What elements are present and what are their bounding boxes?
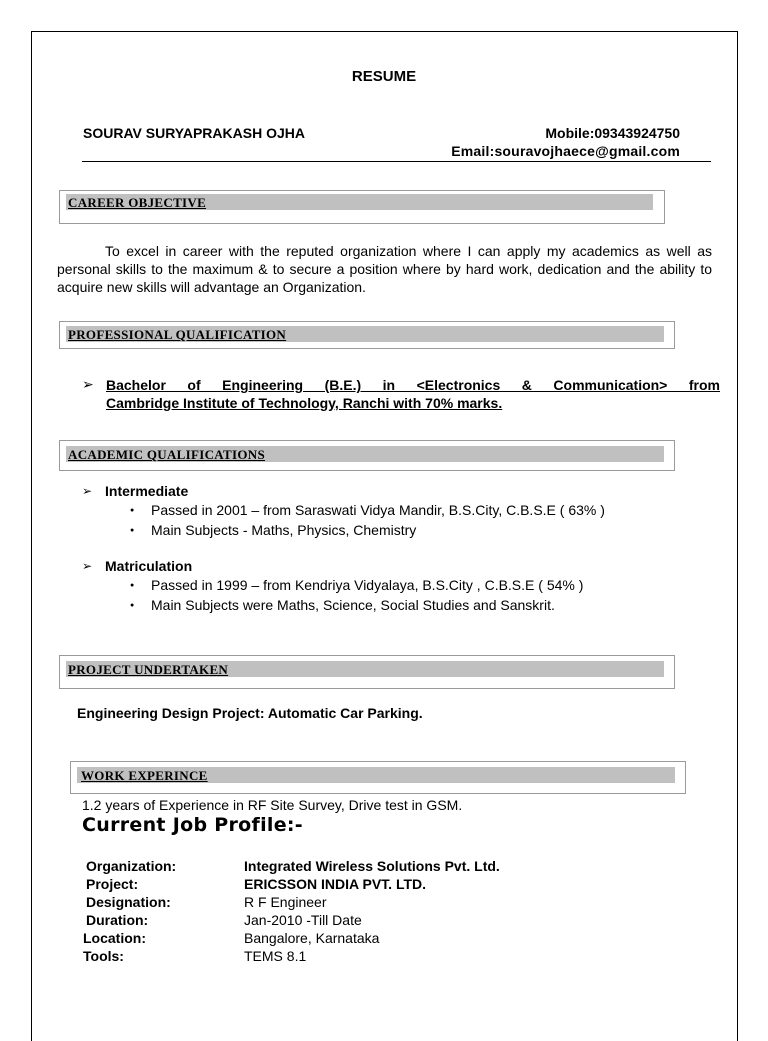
job-profile-value: TEMS 8.1: [244, 948, 307, 964]
document-title: RESUME: [351, 68, 417, 85]
bullet-icon: ●: [130, 602, 135, 609]
job-profile-label: Location:: [83, 930, 146, 946]
bullet-icon: ●: [130, 582, 135, 589]
academic-detail-item: [130, 502, 605, 518]
academic-detail-item: [130, 522, 417, 538]
project-undertaken-heading: PROJECT UNDERTAKEN: [68, 662, 229, 677]
job-profile-label: Organization:: [86, 858, 177, 874]
academic-level-heading: Matriculation: [105, 558, 193, 574]
job-profile-label: Project:: [86, 876, 139, 892]
degree-line-2: Cambridge Institute of Technology, Ranchi with 70% marks.: [106, 395, 503, 411]
academic-detail-text: Main Subjects were Maths, Science, Social Studies and Sanskrit.: [151, 597, 555, 613]
candidate-name: SOURAV SURYAPRAKASH OJHA: [83, 125, 305, 141]
academic-qualifications-heading: ACADEMIC QUALIFICATIONS: [68, 447, 265, 462]
bullet-icon: ●: [130, 507, 135, 514]
current-job-profile-heading: Current Job Profile:-: [82, 814, 303, 836]
academic-detail-text: Main Subjects - Maths, Physics, Chemistry: [151, 522, 417, 538]
academic-detail-item: [130, 577, 584, 593]
arrow-bullet-icon: ➢: [82, 484, 93, 498]
job-profile-value: Integrated Wireless Solutions Pvt. Ltd.: [244, 858, 500, 874]
academic-detail-text: Passed in 2001 – from Saraswati Vidya Mandir, B.S.City, C.B.S.E ( 63% ): [151, 502, 605, 518]
header-divider: [82, 161, 711, 162]
academic-detail-item: [130, 597, 555, 613]
job-profile-value: Jan-2010 -Till Date: [244, 912, 362, 928]
project-description: Engineering Design Project: Automatic Car Parking.: [77, 705, 423, 721]
job-profile-label: Tools:: [83, 948, 124, 964]
academic-detail-text: Passed in 1999 – from Kendriya Vidyalaya, B.S.City , C.B.S.E ( 54% ): [151, 577, 584, 593]
academic-level-heading: Intermediate: [105, 483, 189, 499]
experience-summary: 1.2 years of Experience in RF Site Survey, Drive test in GSM.: [82, 797, 463, 813]
mobile-number: Mobile:09343924750: [545, 125, 680, 141]
job-profile-value: Bangalore, Karnataka: [244, 930, 380, 946]
email-address: Email:souravojhaece@gmail.com: [451, 143, 680, 159]
bullet-icon: ●: [130, 527, 135, 534]
job-profile-label: Duration:: [86, 912, 149, 928]
work-experience-heading: WORK EXPERINCE: [81, 768, 208, 783]
career-objective-text: To excel in career with the reputed organization where I can apply my academics as well as personal skills to the maximum & to secure a position where by hard work, dedication and the ability to acquire new skills will advantage an Organization.: [57, 243, 712, 295]
arrow-bullet-icon: ➢: [82, 559, 93, 573]
job-profile-value: R F Engineer: [244, 894, 327, 910]
arrow-bullet-icon: ➢: [82, 376, 94, 392]
job-profile-value: ERICSSON INDIA PVT. LTD.: [244, 876, 427, 892]
job-profile-label: Designation:: [86, 894, 171, 910]
degree-line-1: Bachelor of Engineering (B.E.) in <Electronics & Communication> from: [106, 377, 720, 393]
professional-qualification-heading: PROFESSIONAL QUALIFICATION: [68, 327, 287, 342]
career-objective-heading: CAREER OBJECTIVE: [68, 195, 207, 210]
